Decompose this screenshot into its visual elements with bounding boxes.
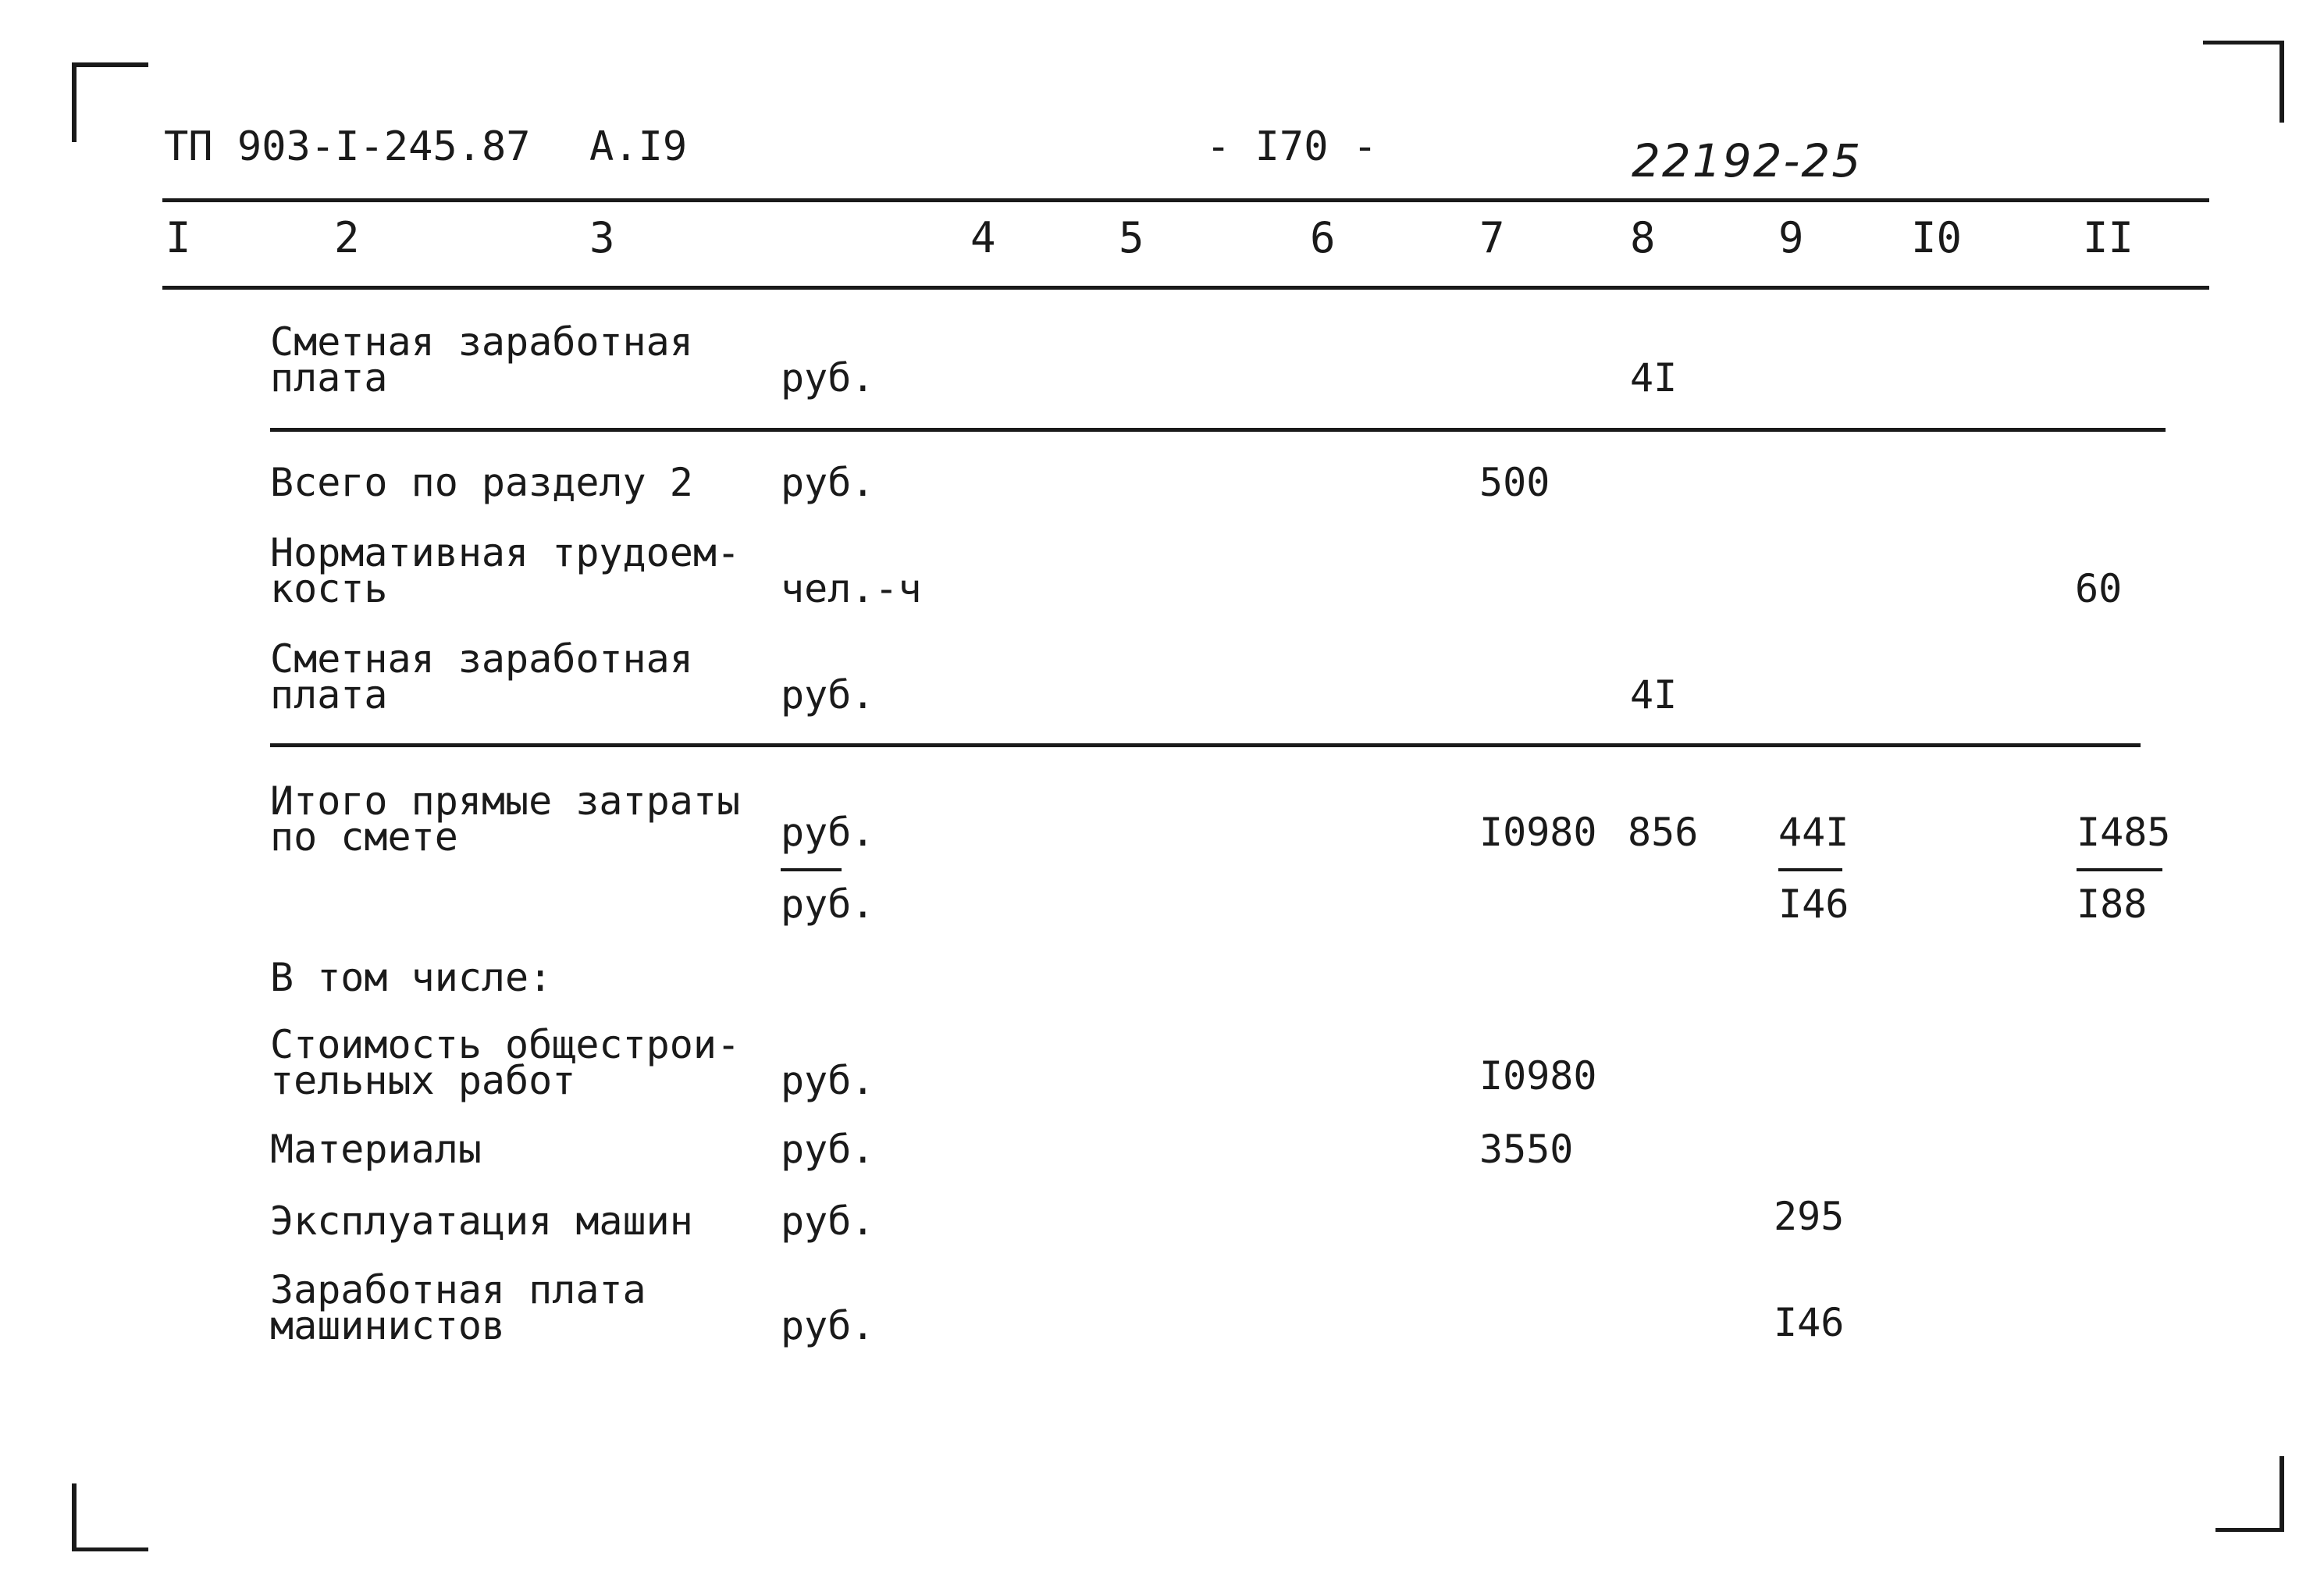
cell-col-9: 295 [1774, 1194, 1845, 1239]
column-number: 5 [1119, 213, 1144, 262]
cell-col-9-secondary: I46 [1778, 881, 1849, 927]
row-label: В том числе: [270, 955, 553, 1000]
corner-mark-bottom-left [72, 1483, 148, 1551]
row-unit: руб. [781, 355, 875, 401]
album-number: А.I9 [589, 123, 688, 170]
row-label: Сметная заработная плата [270, 319, 693, 401]
section-rule [270, 743, 2141, 747]
cell-col-9: I46 [1774, 1300, 1845, 1345]
cell-col-11: 60 [2075, 566, 2123, 611]
row-label: Итого прямые затраты по смете [270, 778, 741, 860]
cell-col-7: 500 [1479, 460, 1550, 505]
document-code: ТП 903-I-245.87 [164, 123, 531, 170]
column-number: II [2083, 213, 2134, 262]
row-unit: руб. [781, 1127, 875, 1172]
row-unit: руб. [781, 1058, 875, 1103]
fraction-divider [781, 868, 842, 871]
cell-col-7: 3550 [1479, 1127, 1574, 1172]
row-label: Материалы [270, 1127, 482, 1172]
cell-col-11: I485 [2077, 810, 2171, 855]
section-rule [270, 428, 2166, 432]
page-number: - I70 - [1206, 123, 1378, 170]
row-unit-secondary: руб. [781, 881, 875, 927]
cell-col-9: 44I [1778, 810, 1849, 855]
corner-mark-bottom-right [2215, 1456, 2284, 1532]
column-number: 9 [1778, 213, 1804, 262]
column-number: 8 [1630, 213, 1656, 262]
column-number: I [165, 213, 191, 262]
cell-col-8: 4I [1630, 355, 1678, 401]
row-unit: руб. [781, 672, 875, 718]
corner-mark-top-left [72, 62, 148, 142]
cell-col-8: 856 [1628, 810, 1699, 855]
row-unit: руб. [781, 810, 875, 855]
fraction-divider [2077, 868, 2162, 871]
row-unit: руб. [781, 1303, 875, 1348]
handwritten-inventory-number: 22192-25 [1632, 134, 1863, 187]
column-number: I0 [1911, 213, 1963, 262]
column-number: 3 [589, 213, 615, 262]
column-header-rule [162, 286, 2209, 290]
header-rule [162, 198, 2209, 202]
row-label: Нормативная трудоем- кость [270, 530, 741, 611]
column-number: 4 [970, 213, 996, 262]
row-unit: руб. [781, 460, 875, 505]
cell-col-8: 4I [1630, 672, 1678, 718]
row-label: Всего по разделу 2 [270, 460, 693, 505]
cell-col-7: I0980 [1479, 1053, 1597, 1099]
row-label: Эксплуатация машин [270, 1198, 693, 1244]
corner-mark-top-right [2203, 41, 2284, 123]
cell-col-11-secondary: I88 [2077, 881, 2148, 927]
row-unit: руб. [781, 1198, 875, 1244]
row-label: Сметная заработная плата [270, 636, 693, 718]
row-unit: чел.-ч [781, 566, 922, 611]
cell-col-7: I0980 [1479, 810, 1597, 855]
column-number: 2 [334, 213, 360, 262]
column-number: 7 [1479, 213, 1505, 262]
row-label: Заработная плата машинистов [270, 1267, 646, 1348]
fraction-divider [1778, 868, 1842, 871]
column-number: 6 [1310, 213, 1336, 262]
row-label: Стоимость общестрои- тельных работ [270, 1022, 741, 1103]
